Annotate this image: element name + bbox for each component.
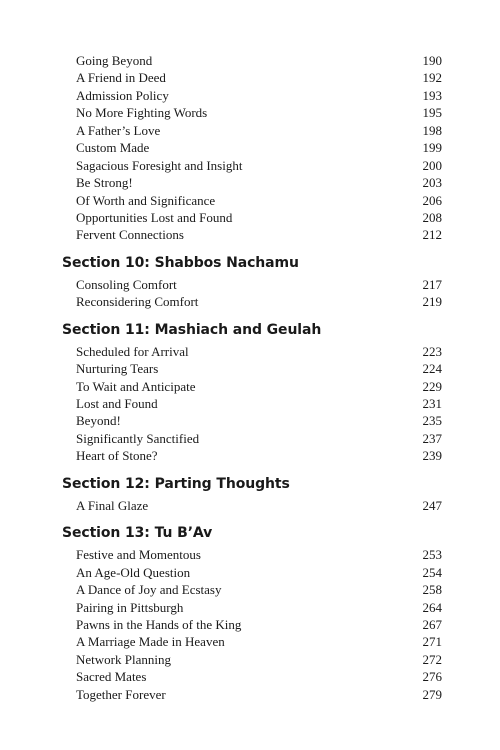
toc-entry-page: 247 bbox=[422, 497, 442, 513]
toc-entry-title: An Age-Old Question bbox=[76, 564, 191, 580]
toc-entry-page: 231 bbox=[422, 396, 442, 411]
toc-entry bbox=[62, 87, 442, 104]
toc-entry-page: 272 bbox=[422, 651, 442, 667]
toc-section-11 bbox=[62, 320, 442, 465]
toc-entry-page: 208 bbox=[422, 209, 442, 225]
toc-entry-page: 253 bbox=[422, 547, 442, 563]
toc-entry-page: 198 bbox=[422, 122, 442, 138]
section-heading: Section 13: Tu B’Av bbox=[62, 525, 213, 542]
toc-entry-title: Network Planning bbox=[76, 651, 171, 667]
toc-entry-page: 200 bbox=[422, 157, 442, 173]
toc-entry bbox=[62, 430, 442, 447]
toc-entry bbox=[62, 651, 442, 668]
section-heading: Section 12: Parting Thoughts bbox=[62, 475, 290, 492]
toc-entry-title: Admission Policy bbox=[76, 87, 169, 103]
toc-entry-title: Pairing in Pittsburgh bbox=[76, 599, 184, 615]
toc-entry-page: 195 bbox=[422, 105, 442, 121]
toc-entry-title: Pawns in the Hands of the King bbox=[76, 616, 242, 632]
toc-entry-page: 192 bbox=[422, 70, 442, 86]
toc-entry-title: Sagacious Foresight and Insight bbox=[76, 157, 243, 173]
toc-entry bbox=[62, 276, 442, 293]
toc-entry bbox=[62, 343, 442, 360]
toc-entry bbox=[62, 293, 442, 310]
toc-entry-title: A Marriage Made in Heaven bbox=[76, 634, 225, 650]
toc-entry-title: No More Fighting Words bbox=[76, 105, 208, 121]
toc-entry bbox=[62, 174, 442, 191]
toc-entry bbox=[62, 668, 442, 685]
toc-entry-title: Custom Made bbox=[76, 140, 150, 156]
toc-entry bbox=[62, 395, 442, 412]
toc-entry bbox=[62, 360, 442, 377]
toc-entry bbox=[62, 447, 442, 464]
toc-entry-page: 235 bbox=[422, 413, 442, 429]
toc-section-13 bbox=[62, 523, 442, 703]
toc-entry-page: 217 bbox=[422, 276, 442, 292]
toc-entry bbox=[62, 192, 442, 209]
toc-entry-title: Together Forever bbox=[76, 686, 166, 702]
toc-entry-page: 264 bbox=[422, 599, 442, 615]
toc-entry-title: Significantly Sanctified bbox=[76, 430, 200, 446]
table-of-contents bbox=[62, 52, 442, 703]
toc-entry-title: Going Beyond bbox=[76, 53, 153, 68]
toc-entry-title: Heart of Stone? bbox=[76, 448, 158, 464]
toc-entry-page: 258 bbox=[422, 582, 442, 598]
toc-entry bbox=[62, 616, 442, 633]
toc-entry-page: 237 bbox=[422, 430, 442, 446]
toc-entry bbox=[62, 412, 442, 429]
toc-entry-page: 223 bbox=[422, 343, 442, 359]
toc-entry-title: To Wait and Anticipate bbox=[76, 378, 196, 394]
toc-entry-page: 254 bbox=[422, 564, 442, 580]
toc-entry-title: A Father’s Love bbox=[76, 122, 161, 138]
toc-entry-title: Scheduled for Arrival bbox=[76, 343, 189, 359]
toc-entry-page: 190 bbox=[422, 53, 442, 68]
toc-entry-title: A Dance of Joy and Ecstasy bbox=[76, 582, 222, 598]
toc-entry bbox=[62, 226, 442, 243]
toc-entry-page: 224 bbox=[422, 361, 442, 377]
toc-entry-title: Lost and Found bbox=[76, 396, 158, 411]
toc-entry bbox=[62, 497, 442, 514]
toc-entry-page: 279 bbox=[422, 686, 442, 702]
toc-entry-page: 219 bbox=[422, 294, 442, 310]
toc-entry-title: Festive and Momentous bbox=[76, 547, 201, 563]
toc-entry-title: Fervent Connections bbox=[76, 227, 184, 243]
toc-entry-title: Opportunities Lost and Found bbox=[76, 209, 233, 225]
toc-entry-page: 267 bbox=[422, 616, 442, 632]
toc-entry bbox=[62, 378, 442, 395]
toc-entry bbox=[62, 104, 442, 121]
toc-entry bbox=[62, 209, 442, 226]
toc-entry-page: 271 bbox=[422, 634, 442, 650]
toc-intro-list bbox=[62, 52, 442, 244]
toc-entry bbox=[62, 122, 442, 139]
toc-entry-page: 193 bbox=[422, 87, 442, 103]
toc-entry-page: 212 bbox=[422, 227, 442, 243]
toc-entry-page: 199 bbox=[422, 140, 442, 156]
toc-entry-title: A Friend in Deed bbox=[76, 70, 166, 86]
section-heading: Section 10: Shabbos Nachamu bbox=[62, 254, 299, 271]
toc-entry-title: Beyond! bbox=[76, 413, 121, 429]
toc-entry-title: Sacred Mates bbox=[76, 669, 147, 685]
toc-section-12 bbox=[62, 474, 442, 514]
toc-entry-title: A Final Glaze bbox=[76, 497, 149, 513]
toc-entry-page: 206 bbox=[422, 192, 442, 208]
toc-entry-title: Of Worth and Significance bbox=[76, 192, 216, 208]
toc-entry bbox=[62, 139, 442, 156]
toc-section-10 bbox=[62, 253, 442, 311]
section-heading: Section 11: Mashiach and Geulah bbox=[62, 321, 322, 338]
toc-entry bbox=[62, 69, 442, 86]
toc-entry-page: 276 bbox=[422, 669, 442, 685]
toc-entry bbox=[62, 157, 442, 174]
toc-entry bbox=[62, 564, 442, 581]
toc-entry bbox=[62, 599, 442, 616]
toc-entry bbox=[62, 633, 442, 650]
toc-entry-page: 239 bbox=[422, 448, 442, 464]
toc-entry bbox=[62, 581, 442, 598]
toc-entry bbox=[62, 52, 442, 69]
toc-entry-title: Be Strong! bbox=[76, 175, 133, 191]
toc-entry-page: 203 bbox=[422, 175, 442, 191]
toc-entry bbox=[62, 546, 442, 563]
toc-entry-page: 229 bbox=[422, 378, 442, 394]
toc-entry bbox=[62, 686, 442, 703]
toc-entry-title: Consoling Comfort bbox=[76, 276, 177, 292]
toc-entry-title: Nurturing Tears bbox=[76, 361, 159, 377]
toc-entry-title: Reconsidering Comfort bbox=[76, 294, 199, 310]
